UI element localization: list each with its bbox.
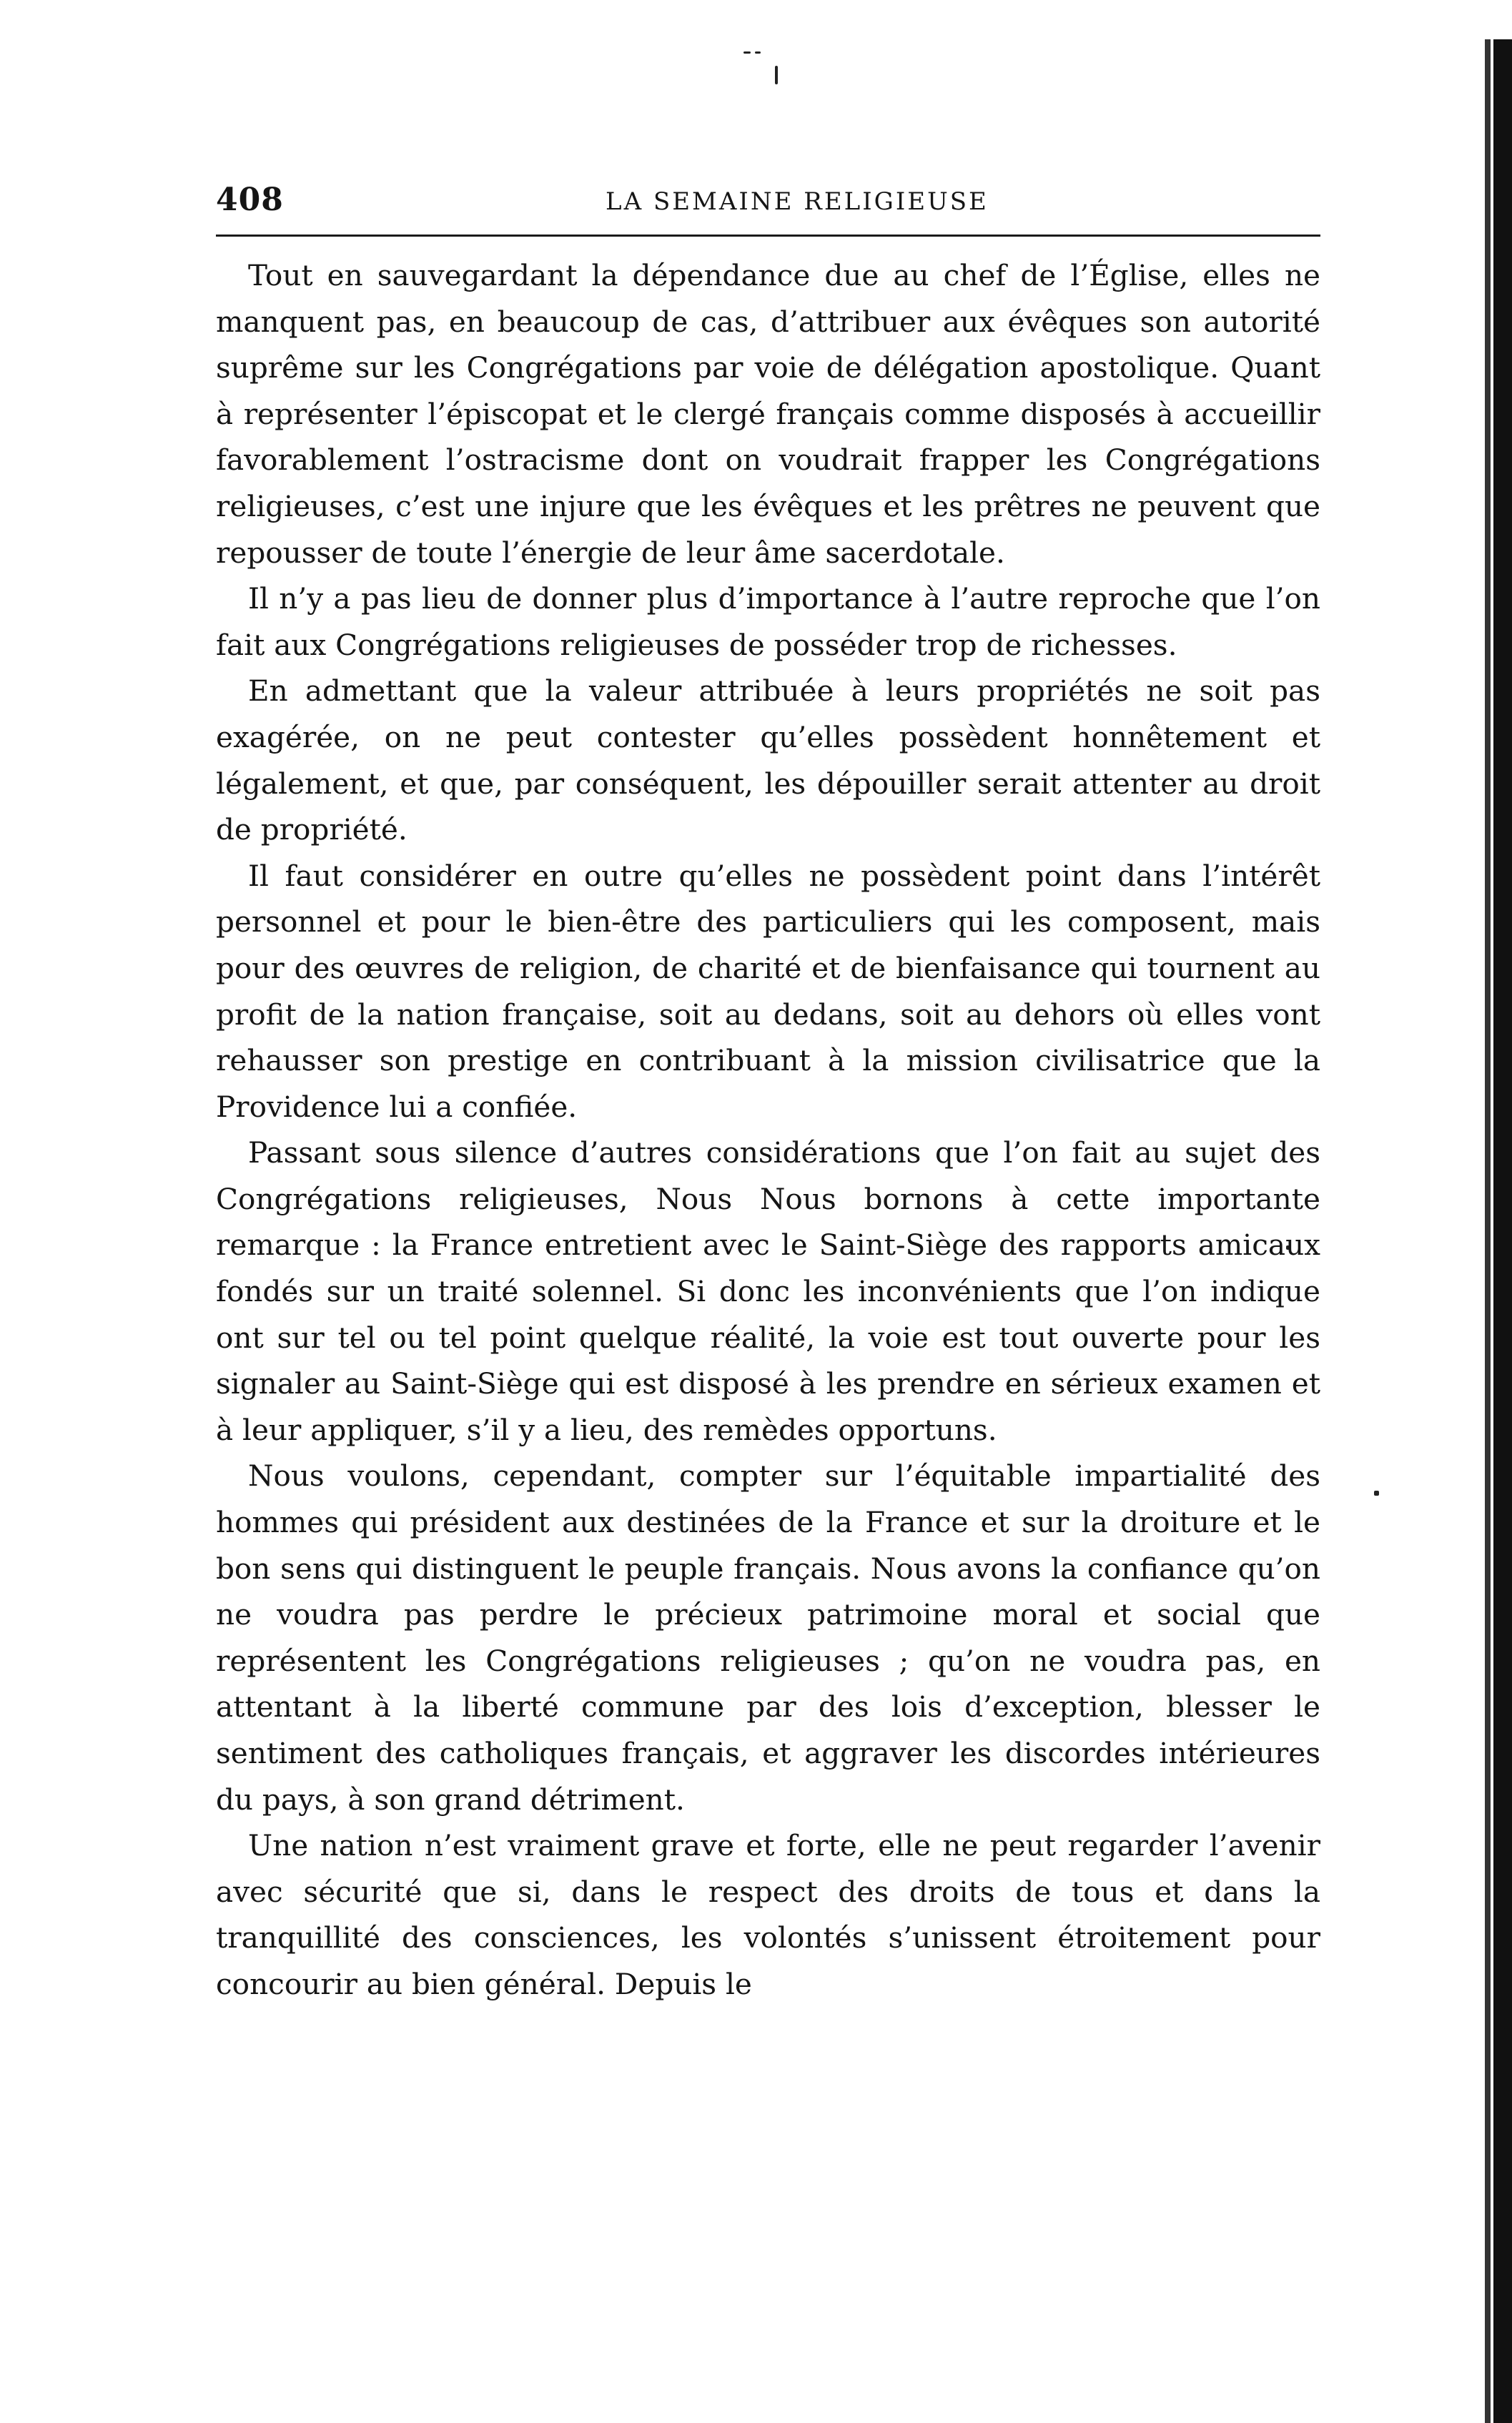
paragraph-2: Il n’y a pas lieu de donner plus d’importance à l’autre reproche que l’on fait aux Congrégations religieuses de posséder trop de richesses. [216,581,1320,662]
paragraph-7: Une nation n’est vraiment grave et forte, elle ne peut regarder l’avenir avec sécurité que si, dans le respect des droits de tous et dans la tranquillité des consciences, les volontés s’unissent étroitement pour concourir au bien général. Depuis le [216,1828,1320,2001]
header-rule [216,235,1320,237]
print-speck [743,51,751,54]
paragraph-5: Passant sous silence d’autres considérations que l’on fait au sujet des Congrégations religieuses, Nous Nous bornons à cette importante remarque : la France entretient avec le Saint-Siège des rapports amicaux fondés sur un traité solennel. Si donc les inconvénients que l’on indique ont sur tel ou tel point quelque réalité, la voie est tout ouverte pour les signaler au Saint-Siège qui est disposé à les prendre en sérieux examen et à leur appliquer, s’il y a lieu, des remèdes opportuns. [216,1135,1320,1447]
print-speck [775,66,778,84]
page-text [216,252,1320,2008]
print-speck [755,51,761,54]
print-speck [1374,1491,1379,1496]
paragraph-6: Nous voulons, cependant, compter sur l’équitable impartialité des hommes qui président aux destinées de la France et sur la droiture et le bon sens qui distinguent le peuple français. Nous avons la confiance qu’on ne voudra pas perdre le précieux patrimoine moral et social que représentent les Congrégations religieuses ; qu’on ne voudra pas, en attentant à la liberté commune par des lois d’exception, blesser le sentiment des catholiques français, et aggraver les discordes intérieures du pays, à son grand détriment. [216,1459,1320,1817]
page-header [216,182,1320,220]
page-number: 408 [216,182,284,218]
running-head: LA SEMAINE RELIGIEUSE [606,187,989,216]
paragraph-3: En admettant que la valeur attribuée à leurs propriétés ne soit pas exagérée, on ne peut contester qu’elles possèdent honnêtement et légalement, et que, par conséquent, les dépouiller serait attenter au droit de propriété. [216,673,1320,847]
binding-shadow [1493,39,1512,2423]
paragraph-4: Il faut considérer en outre qu’elles ne possèdent point dans l’intérêt personnel et pour le bien-être des particuliers qui les composent, mais pour des œuvres de religion, de charité et de bienfaisance qui tournent au profit de la nation française, soit au dedans, soit au dehors où elles vont rehausser son prestige en contribuant à la mission civilisatrice que la Providence lui a confiée. [216,858,1320,1124]
paragraph-1: Tout en sauvegardant la dépendance due au chef de l’Église, elles ne manquent pas, en beaucoup de cas, d’attribuer aux évêques son autorité suprême sur les Congrégations par voie de délégation apostolique. Quant à représenter l’épiscopat et le clergé français comme disposés à accueillir favorablement l’ostracisme dont on voudrait frapper les Congrégations religieuses, c’est une injure que les évêques et les prêtres ne peuvent que repousser de toute l’énergie de leur âme sacerdotale. [216,258,1320,570]
